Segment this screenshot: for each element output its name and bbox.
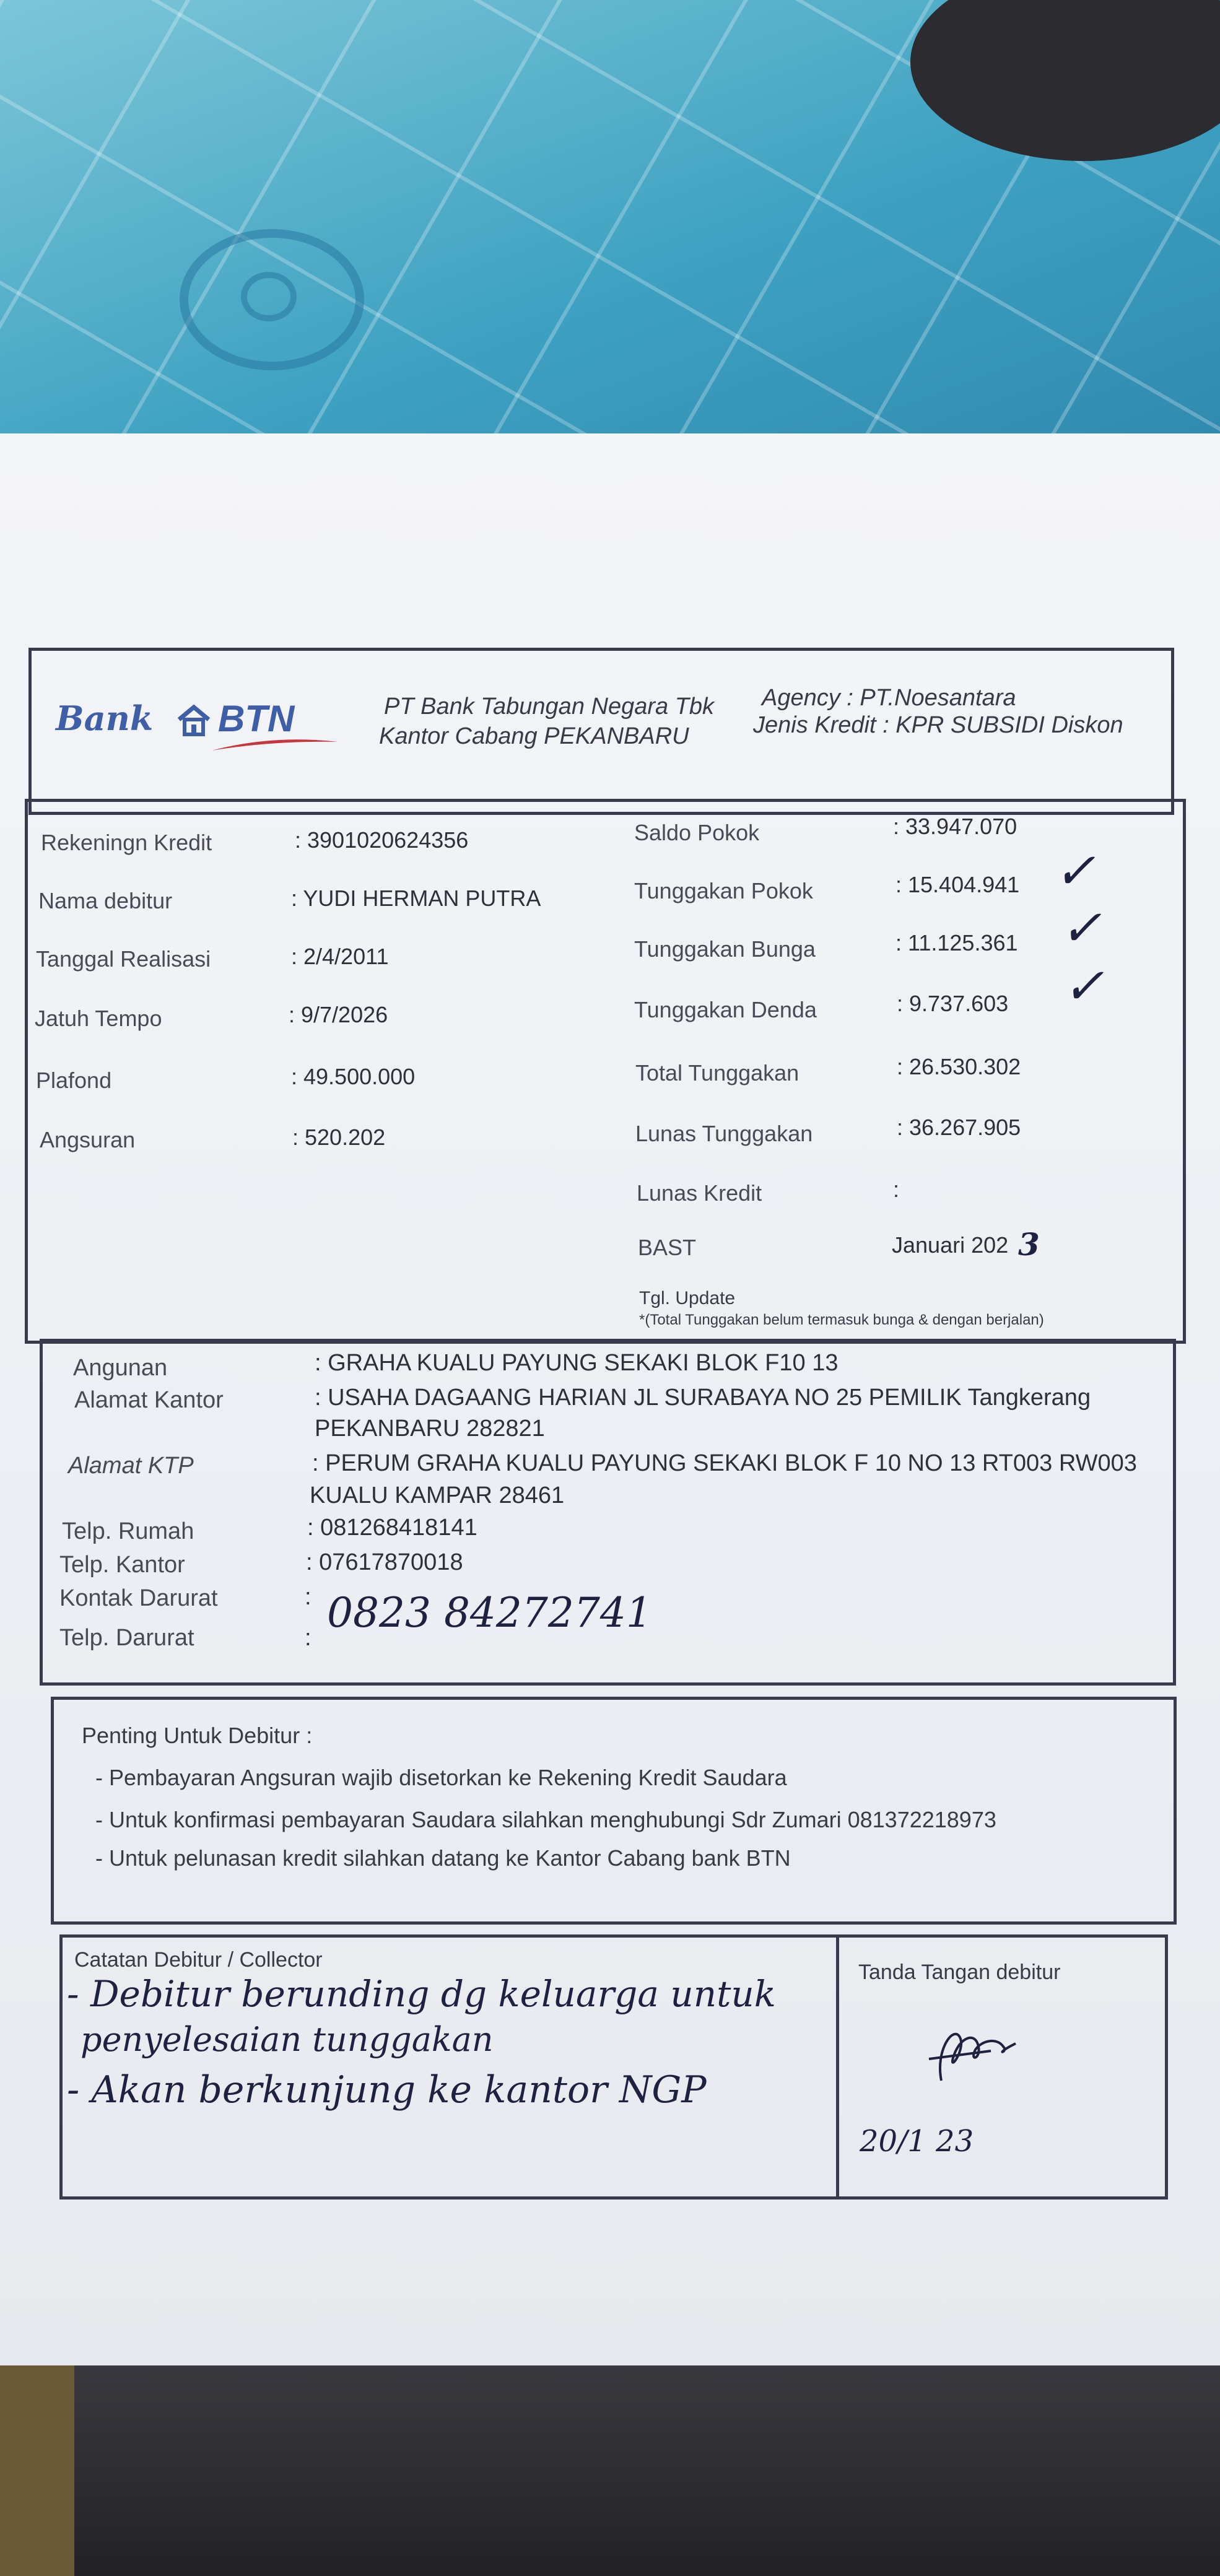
check-mark: ✓ xyxy=(1054,842,1096,900)
handwritten-phone: 0823 84272741 xyxy=(327,1589,652,1637)
field-value: : 081268418141 xyxy=(307,1515,477,1541)
company-name: PT Bank Tabungan Negara Tbk xyxy=(384,694,715,720)
field-value: KUALU KAMPAR 28461 xyxy=(310,1482,565,1508)
field-label: Lunas Tunggakan xyxy=(635,1121,813,1146)
field-label: Angsuran xyxy=(40,1127,136,1152)
field-label: Nama debitur xyxy=(38,888,173,913)
field-value: : 9.737.603 xyxy=(897,991,1009,1016)
field-value: : 33.947.070 xyxy=(893,814,1017,839)
floor-medallion xyxy=(180,229,364,370)
field-label: Angunan xyxy=(73,1355,168,1381)
field-label: Plafond xyxy=(36,1068,112,1093)
field-label: Jatuh Tempo xyxy=(35,1006,162,1031)
field-label: Saldo Pokok xyxy=(634,820,760,845)
field-value: Januari 202 xyxy=(892,1232,1009,1258)
field-label: Tunggakan Pokok xyxy=(634,878,813,903)
check-mark: ✓ xyxy=(1060,899,1102,957)
logo-prefix: Bank xyxy=(56,698,154,738)
field-value: : xyxy=(305,1584,312,1610)
field-value: : PERUM GRAHA KUALU PAYUNG SEKAKI BLOK F 10 NO 13 RT003 RW003 xyxy=(312,1450,1137,1476)
field-label: Kontak Darurat xyxy=(59,1585,218,1611)
field-value: PEKANBARU 282821 xyxy=(315,1416,545,1442)
field-label: BAST xyxy=(638,1235,697,1260)
field-value: : 520.202 xyxy=(292,1125,386,1150)
notice-item: - Untuk konfirmasi pembayaran Saudara silahkan menghubungi Sdr Zumari 081372218973 xyxy=(95,1807,996,1832)
notice-title: Penting Untuk Debitur : xyxy=(82,1723,313,1748)
house-icon xyxy=(176,705,211,737)
field-label: Telp. Rumah xyxy=(62,1518,194,1544)
field-value: : 2/4/2011 xyxy=(291,944,389,969)
bottom-fabric-edge xyxy=(0,2353,74,2576)
handwritten-note-line: penyelesaian tunggakan xyxy=(81,2020,494,2059)
field-value: : xyxy=(305,1625,312,1651)
field-value: : 49.500.000 xyxy=(291,1064,416,1089)
credit-type: Jenis Kredit : KPR SUBSIDI Diskon xyxy=(753,712,1123,738)
field-label: Rekeningn Kredit xyxy=(41,830,212,855)
agency-text: Agency : PT.Noesantara xyxy=(762,685,1016,711)
field-label: Tunggakan Denda xyxy=(634,997,817,1022)
check-mark: ✓ xyxy=(1063,957,1105,1015)
logo-swoosh xyxy=(211,737,341,756)
field-label: Tunggakan Bunga xyxy=(634,936,816,962)
field-value: : YUDI HERMAN PUTRA xyxy=(291,886,541,911)
field-label: Tanggal Realisasi xyxy=(36,946,211,972)
notes-title: Catatan Debitur / Collector xyxy=(74,1948,323,1972)
handwritten-note-line: - Debitur berunding dg keluarga untuk xyxy=(67,1973,776,2015)
notice-item: - Untuk pelunasan kredit silahkan datang ke Kantor Cabang bank BTN xyxy=(95,1845,791,1871)
field-label: Alamat KTP xyxy=(68,1453,194,1479)
field-value: : 3901020624356 xyxy=(295,827,469,853)
field-value: : 11.125.361 xyxy=(895,930,1018,955)
notice-item: - Pembayaran Angsuran wajib disetorkan ke Rekening Kredit Saudara xyxy=(95,1765,787,1790)
field-value: : 15.404.941 xyxy=(895,872,1020,897)
field-label: Telp. Kantor xyxy=(59,1552,185,1578)
debtor-signature xyxy=(917,2012,1028,2093)
branch-office: Kantor Cabang PEKANBARU xyxy=(379,723,689,749)
field-label: Alamat Kantor xyxy=(74,1387,224,1413)
field-label: Total Tunggakan xyxy=(635,1060,800,1086)
bottom-fabric xyxy=(0,2353,1220,2576)
field-value: : 36.267.905 xyxy=(897,1115,1021,1140)
field-value: : 07617870018 xyxy=(306,1549,463,1575)
signature-date: 20/1 23 xyxy=(860,2124,974,2159)
update-label: Tgl. Update xyxy=(639,1288,736,1308)
field-label: Telp. Darurat xyxy=(59,1625,194,1651)
handwritten-year-digit: 3 xyxy=(1018,1226,1040,1263)
logo-brand: BTN xyxy=(218,698,295,739)
update-note: *(Total Tunggakan belum termasuk bunga & dengan berjalan) xyxy=(639,1312,1044,1328)
field-label: Lunas Kredit xyxy=(637,1180,762,1206)
signature-title: Tanda Tangan debitur xyxy=(858,1960,1061,1984)
field-value: : GRAHA KUALU PAYUNG SEKAKI BLOK F10 13 xyxy=(315,1350,839,1376)
field-value: : 9/7/2026 xyxy=(289,1002,388,1027)
bank-logo xyxy=(56,698,353,754)
field-value: : xyxy=(893,1177,900,1202)
notes-divider xyxy=(836,1934,839,2200)
field-value: : 26.530.302 xyxy=(897,1054,1021,1079)
field-value: : USAHA DAGAANG HARIAN JL SURABAYA NO 25 PEMILIK Tangkerang xyxy=(315,1385,1091,1411)
handwritten-note-line: - Akan berkunjung ke kantor NGP xyxy=(67,2068,707,2112)
